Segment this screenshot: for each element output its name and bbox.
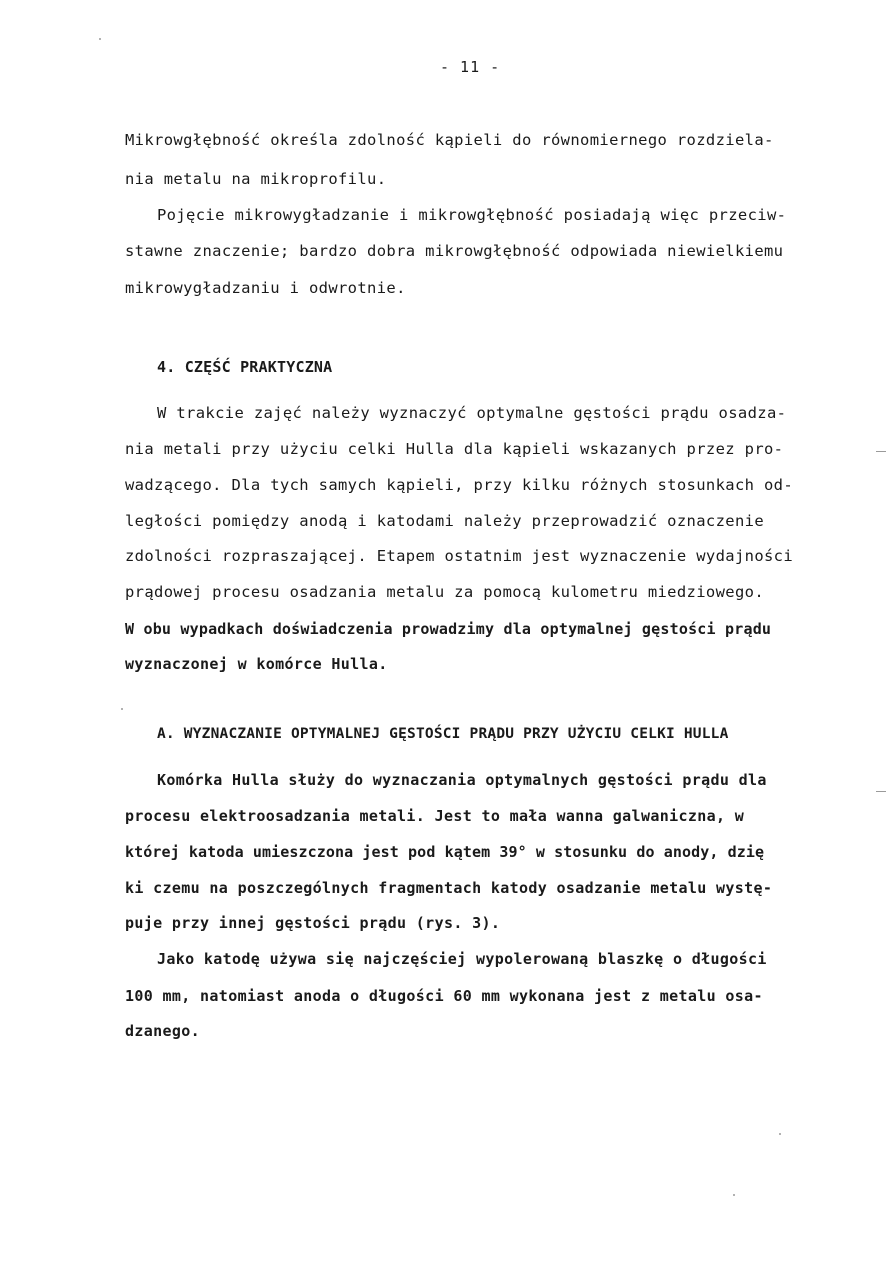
subsection-heading: A. WYZNACZANIE OPTYMALNEJ GĘSTOŚCI PRĄDU PRZY UŻYCIU CELKI HULLA [157, 726, 729, 742]
paragraph-line: dzanego. [125, 1022, 201, 1040]
scan-mark [876, 791, 886, 792]
section-heading: 4. CZĘŚĆ PRAKTYCZNA [157, 358, 333, 376]
scan-speck [99, 38, 101, 40]
paragraph-line: stawne znaczenie; bardzo dobra mikrowgłębność odpowiada niewielkiemu [125, 242, 784, 260]
scan-speck [733, 1194, 735, 1196]
paragraph-line: Pojęcie mikrowygładzanie i mikrowgłębność posiadają więc przeciw- [157, 206, 787, 224]
paragraph-line: W obu wypadkach doświadczenia prowadzimy dla optymalnej gęstości prądu [125, 620, 772, 638]
paragraph-line: nia metalu na mikroprofilu. [125, 170, 387, 188]
paragraph-line: ległości pomiędzy anodą i katodami należy przeprowadzić oznaczenie [125, 512, 764, 530]
paragraph-line: W trakcie zajęć należy wyznaczyć optymalne gęstości prądu osadza- [157, 404, 787, 422]
paragraph-line: zdolności rozpraszającej. Etapem ostatnim jest wyznaczenie wydajności [125, 547, 794, 565]
paragraph-line: wadzącego. Dla tych samych kąpieli, przy kilku różnych stosunkach od- [125, 476, 794, 494]
paragraph-line: Mikrowgłębność określa zdolność kąpieli do równomiernego rozdziela- [125, 131, 774, 149]
paragraph-line: puje przy innej gęstości prądu (rys. 3). [125, 914, 501, 932]
scan-speck [779, 1133, 781, 1135]
paragraph-line: wyznaczonej w komórce Hulla. [125, 655, 388, 673]
paragraph-line: której katoda umieszczona jest pod kątem 39° w stosunku do anody, dzię [125, 843, 765, 861]
paragraph-line: Jako katodę używa się najczęściej wypolerowaną blaszkę o długości [157, 950, 767, 968]
page-number: - 11 - [440, 58, 501, 76]
paragraph-line: ki czemu na poszczególnych fragmentach katody osadzanie metalu wystę- [125, 879, 773, 897]
paragraph-line: Komórka Hulla służy do wyznaczania optymalnych gęstości prądu dla [157, 771, 767, 789]
paragraph-line: 100 mm, natomiast anoda o długości 60 mm wykonana jest z metalu osa- [125, 987, 763, 1005]
scan-speck [121, 708, 123, 710]
scan-mark [876, 451, 886, 452]
paragraph-line: procesu elektroosadzania metali. Jest to mała wanna galwaniczna, w [125, 807, 745, 825]
paragraph-line: mikrowygładzaniu i odwrotnie. [125, 279, 406, 297]
paragraph-line: prądowej procesu osadzania metalu za pomocą kulometru miedziowego. [125, 583, 764, 601]
paragraph-line: nia metali przy użyciu celki Hulla dla kąpieli wskazanych przez pro- [125, 440, 784, 458]
